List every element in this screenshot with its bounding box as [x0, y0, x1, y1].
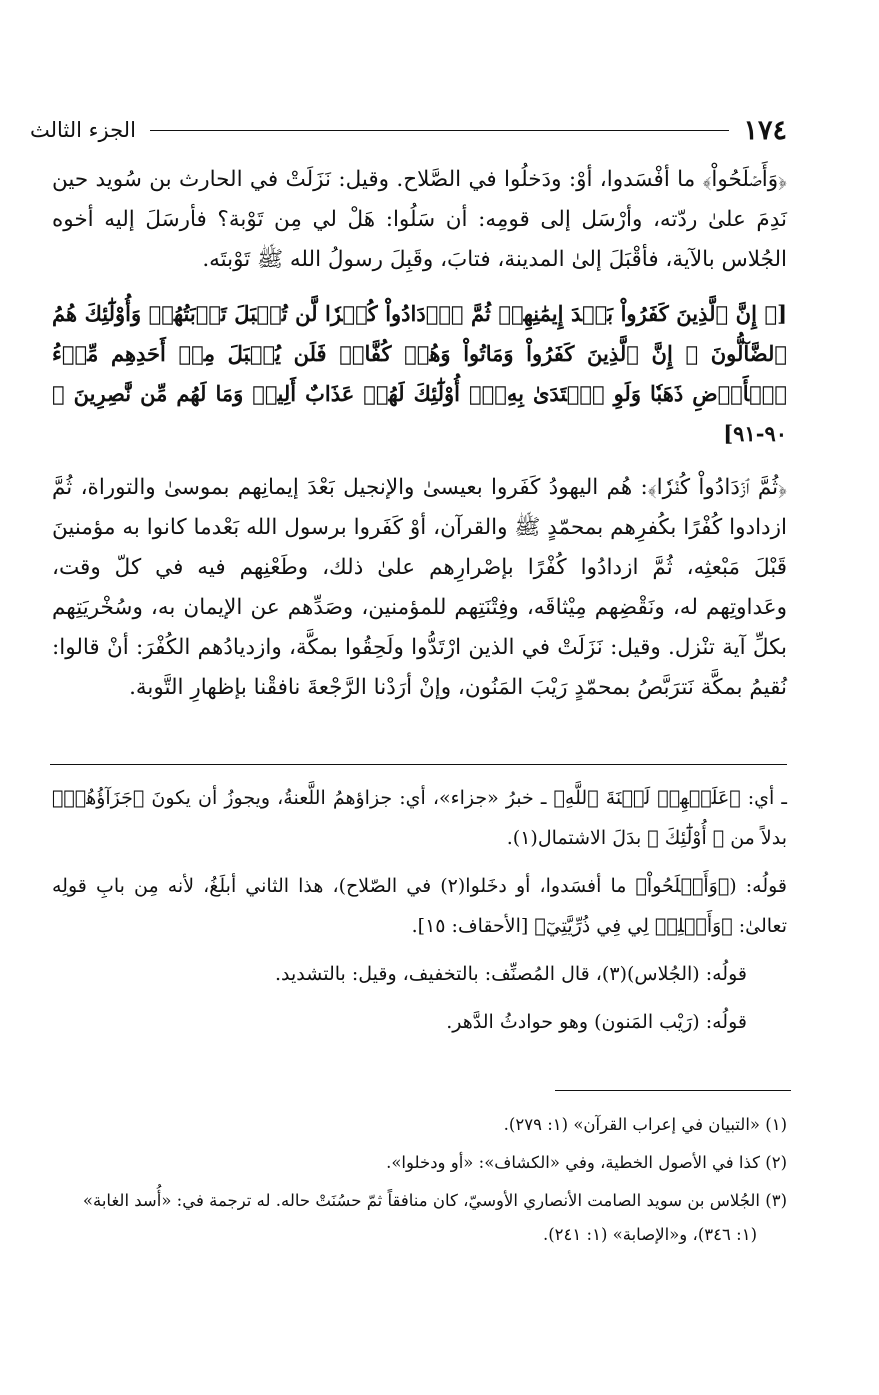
commentary-note-1: ـ أي: ﴿عَلَيۡهِمۡ لَعۡنَةَ ٱللَّهِ﴾ ـ خبرُ «جزاء»، أي: جزاؤهمُ اللَّعنةُ، ويجوزُ أن يكونَ ﴿جَزَآؤُهُمۡ﴾ بدلاً من ﴿ أُوْلَٰٓئِكَ ﴾ بدَلَ الاشتمال(١). — [52, 787, 787, 849]
paragraph-1: ﴿وَأَصۡلَحُواْ﴾ ما أفْسَدوا، أوْ: ودَخلُوا في الصَّلاح. وقيل: نَزَلَتْ في الحارث بن سُويد حين نَدِمَ علىٰ ردّته، وأرْسَل إلى قومِه: أن سَلُوا: هَلْ لي مِن تَوْبة؟ فأرسَلَ إليه أخوه الجُلاس بالآية، فأقْبَلَ إلىٰ المدينة، فتابَ، وقَبِلَ رسولُ الله ﷺ تَوْبتَه. — [52, 167, 787, 272]
quran-verses: [﴿ إِنَّ ٱلَّذِينَ كَفَرُواْ بَعۡدَ إِيمَٰنِهِمۡ ثُمَّ ٱزۡدَادُواْ كُفۡرٗا لَّن تُقۡبَلَ تَوۡبَتُهُمۡ وَأُوْلَٰٓئِكَ هُمُ ٱلضَّآلُّونَ ۞ إِنَّ ٱلَّذِينَ كَفَرُواْ وَمَاتُواْ وَهُمۡ كُفَّارٞ فَلَن يُقۡبَلَ مِنۡ أَحَدِهِم مِّلۡءُ ٱلۡأَرۡضِ ذَهَبٗا وَلَوِ ٱفۡتَدَىٰ بِهِۦٓۗ أُوْلَٰٓئِكَ لَهُمۡ عَذَابٌ أَلِيمٞ وَمَا لَهُم مِّن نَّٰصِرِينَ ﴾ ٩٠-٩١] — [52, 301, 787, 446]
commentary-note-3: قولُه: (الجُلاس)(٣)، قال المُصنِّف: بالتخفيف، وقيل: بالتشديد. — [274, 963, 747, 985]
page-number: ١٧٤ — [743, 114, 787, 146]
footnote-1: (١) «التبيان في إعراب القرآن» (١: ٢٧٩). — [503, 1115, 787, 1134]
commentary — [52, 778, 787, 1050]
footnote-2: (٢) كذا في الأصول الخطية، وفي «الكشاف»: «أو ودخلوا». — [386, 1153, 787, 1172]
commentary-note-4: قولُه: (رَيْب المَنون) وهو حوادثُ الدَّهر. — [446, 1011, 747, 1033]
commentary-note-2: قولُه: (﴿وَأَصۡلَحُواْ﴾ ما أفسَدوا، أو دخَلوا(٢) في الصّلاح)، هذا الثاني أبلَغُ، لأنه مِن بابِ قولِه تعالىٰ: ﴿وَأَصۡلِحۡ لِي فِي ذُرِّيَّتِيٓ﴾ [الأحقاف: ١٥]. — [52, 875, 788, 937]
footnote-3: (٣) الجُلاس بن سويد الصامت الأنصاري الأوسيّ، كان منافقاً ثمّ حسُنَتْ حاله. له ترجمة في: «أُسد الغابة» — [82, 1191, 787, 1210]
footnote-divider — [555, 1090, 791, 1091]
header-rule — [150, 130, 730, 131]
commentary-divider — [50, 764, 787, 765]
footnotes — [52, 1108, 787, 1256]
main-text — [52, 160, 787, 722]
running-title: الجزء الثالث — [30, 118, 136, 142]
paragraph-3: ﴿ثُمَّ ٱزۡدَادُواْ كُفۡرٗا﴾: هُم اليهودُ كَفَروا بعيسىٰ والإنجيل بَعْدَ إيمانِهم بموسىٰ والتوراة، ثُمَّ ازدادوا كُفْرًا بكُفرِهم بمحمّدٍ ﷺ والقرآن، أوْ كَفَروا برسول الله بَعْدما كانوا به مؤمنينَ قَبْلَ مَبْعثِه، ثُمَّ ازدادُوا كُفْرًا بإصْرارِهم علىٰ ذلك، وطَعْنِهم فيه في كلّ وقت، وعَداوتِهم له، ونَقْضِهم مِيْثاقَه، وفِتْنَتِهم للمؤمنين، وصَدِّهم عن الإيمان به، وسُخْريَتِهم بكلِّ آية تنْزل. وقيل: نَزَلَتْ في الذين ارْتَدُّوا ولَحِقُوا بمكَّة، وازديادُهم الكُفْرَ: أنْ قالوا: نُقيمُ بمكَّة نَترَبَّصُ بمحمّدٍ رَيْبَ المَنُون، وإنْ أرَدْنا الرَّجْعةَ نافقْنا بإظهارِ التَّوبة. — [52, 475, 787, 700]
page-header — [30, 110, 787, 150]
footnote-3-continuation: (١: ٣٤٦)، و«الإصابة» (١: ٢٤١). — [542, 1225, 757, 1244]
